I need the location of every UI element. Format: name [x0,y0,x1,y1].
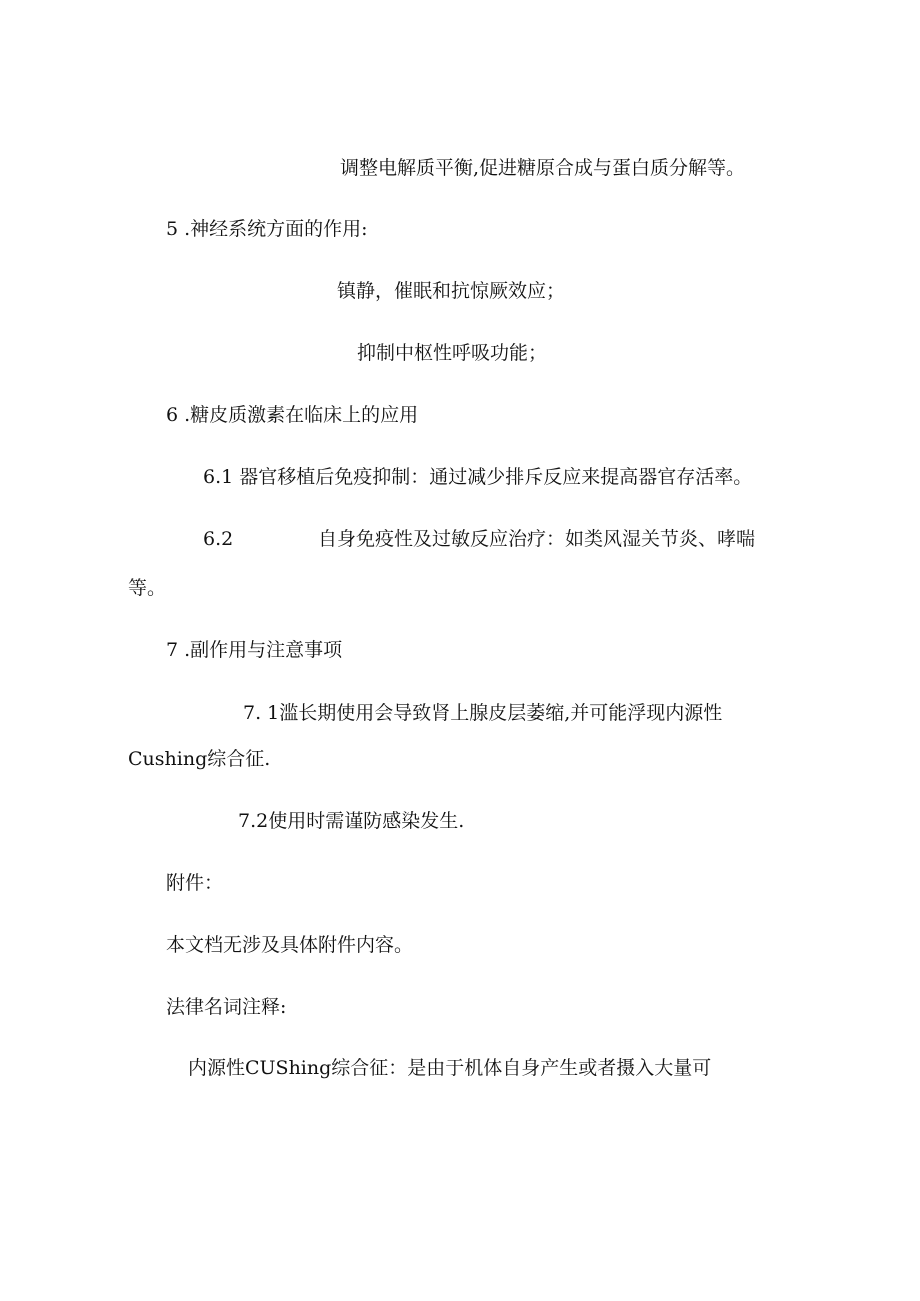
legal-terms-heading: 法律名词注释: [166,996,287,1018]
attachment-heading: 附件： [166,872,224,894]
subsection-7-2: 7.2使用时需谨防感染发生. [238,810,465,832]
section-heading-6: 6 .糖皮质激素在临床上的应用 [166,404,419,426]
subsection-6-2-text: 自身免疫性及过敏反应治疗：如类风湿关节炎、哮喘 [318,528,756,550]
subsection-7-1: 7. 1滥长期使用会导致肾上腺皮层萎缩,并可能浮现内源性 [243,702,723,724]
text-line-respiratory: 抑制中枢性呼吸功能； [357,342,548,364]
text-line-sedation: 镇静，催眠和抗惊厥效应； [337,280,566,302]
subsection-6-2-continuation: 等。 [128,577,167,599]
subsection-6-1: 6.1 器官移植后免疫抑制：通过减少排斥反应来提高器官存活率。 [203,466,753,488]
attachment-text: 本文档无涉及具体附件内容。 [166,934,414,956]
section-heading-5: 5 .神经系统方面的作用: [166,218,368,240]
legal-term-cushing: 内源性CUShing综合征：是由于机体自身产生或者摄入大量可 [188,1057,712,1079]
subsection-7-1-continuation: Cushing综合征. [128,748,271,770]
subsection-6-2-number: 6.2 [203,528,234,550]
text-line-electrolyte: 调整电解质平衡,促进糖原合成与蛋白质分解等。 [340,157,746,179]
section-heading-7: 7 .副作用与注意事项 [166,639,343,661]
